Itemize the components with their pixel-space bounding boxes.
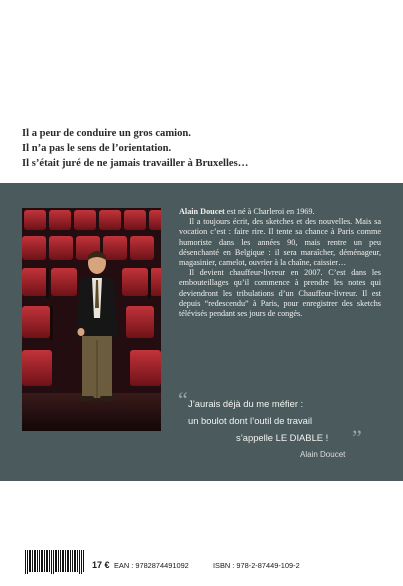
quote-line-1: J’aurais déjà du me méfier : <box>188 398 304 409</box>
ean-code: EAN : 9782874491092 <box>114 561 189 570</box>
tagline-3: Il s’était juré de ne jamais travailler à Bruxelles… <box>22 158 249 169</box>
bio-intro-text: est né à Charleroi en 1969. <box>224 207 315 216</box>
author-name: Alain Doucet <box>179 207 225 216</box>
tagline-1: Il a peur de conduire un gros camion. <box>22 128 191 139</box>
author-bio <box>179 207 381 319</box>
author-panel <box>0 183 403 481</box>
price-label: 17 € <box>92 560 110 570</box>
quote-line-2: un boulot dont l’outil de travail <box>188 415 313 426</box>
bio-intro <box>179 207 381 217</box>
tagline-2: Il n’a pas le sens de l’orientation. <box>22 143 172 154</box>
author-photo <box>22 208 161 431</box>
top-white-area <box>0 0 403 183</box>
close-quote-mark: ” <box>352 425 362 450</box>
pull-quote <box>188 395 378 446</box>
quote-line-3: s’appelle LE DIABLE ! <box>236 432 329 443</box>
open-quote-mark: “ <box>178 387 188 412</box>
bio-paragraph-1: Il a toujours écrit, des sketches et des nouvelles. Mais sa vocation c’est : faire rire. Il tente sa chance à Paris comme humoriste dans les années 90, mais rentre un peu désenchanté en Belgique : il sera maraîcher, déménageur, magasinier, camelot, ouvrier à la chaîne, caissier… <box>179 217 381 268</box>
quote-author: Alain Doucet <box>300 450 346 459</box>
isbn-code: ISBN : 978-2-87449-109-2 <box>213 561 300 570</box>
bio-paragraph-2: Il devient chauffeur-livreur en 2007. C’est dans les embouteillages qu’il commence à prendre les notes qui deviendront les tribulations d’un Chauffeur-livreur. Il est depuis “redescendu” à Paris, pour enregistrer des sketchs télévisés pendant ses jours de congés. <box>179 268 381 319</box>
theater-seats-photo <box>22 208 161 431</box>
barcode-icon <box>24 549 85 575</box>
